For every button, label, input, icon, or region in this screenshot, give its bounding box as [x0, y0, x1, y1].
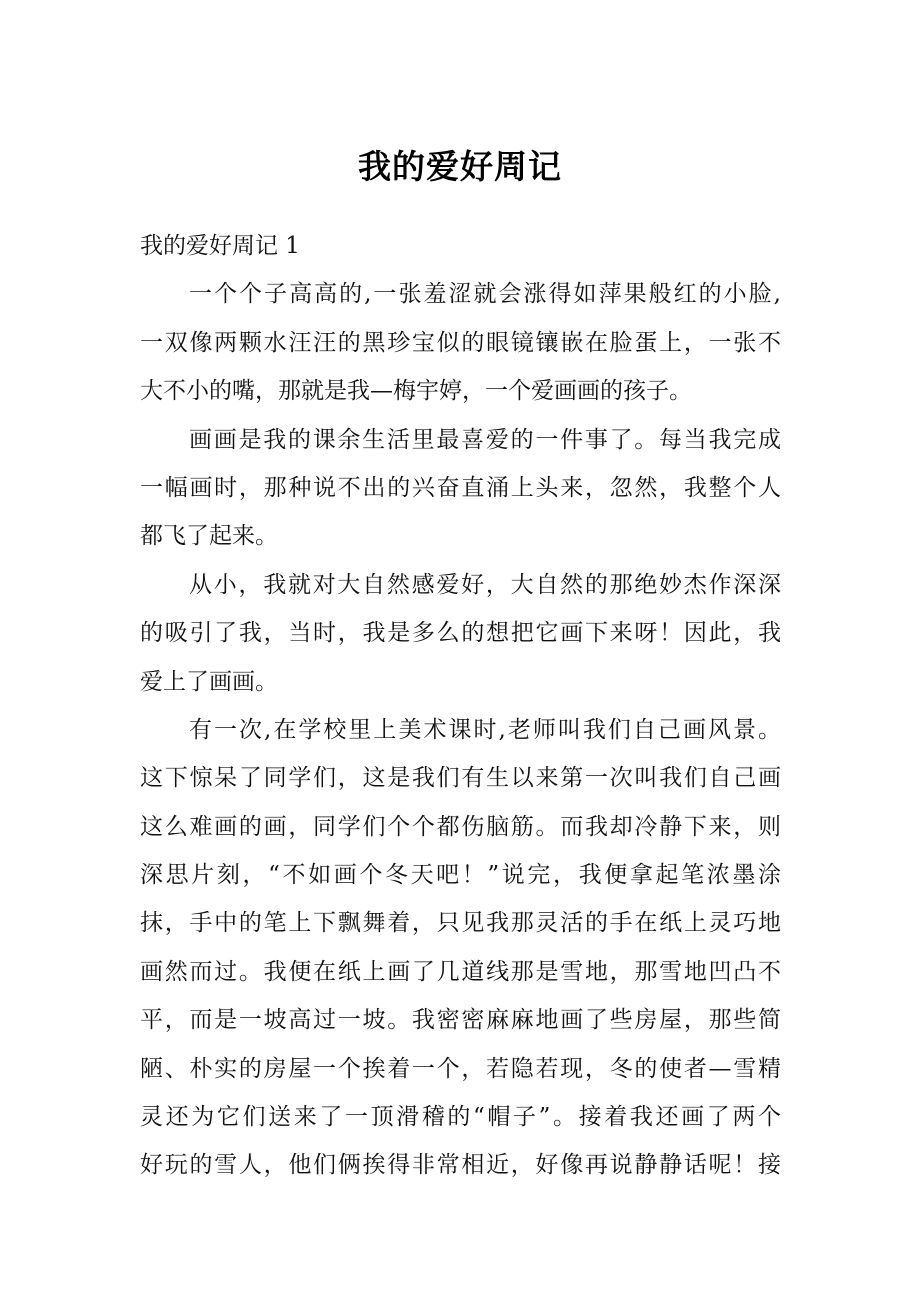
paragraph-line: 都飞了起来。 [140, 523, 278, 550]
paragraph-line: 画画是我的课余生活里最喜爱的一件事了。每当我完成 [189, 426, 781, 453]
paragraph-line: 灵还为它们送来了一顶滑稽的“帽子”。接着我还画了两个 [140, 1104, 781, 1131]
paragraph-line: 大不小的嘴，那就是我—梅宇婷，一个爱画画的孩子。 [140, 378, 692, 405]
paragraph-line: 陋、朴实的房屋一个挨着一个，若隐若现，冬的使者—雪精 [140, 1055, 781, 1082]
paragraph-line: 平，而是一坡高过一坡。我密密麻麻地画了些房屋，那些简 [140, 1007, 781, 1034]
paragraph-line: 好玩的雪人，他们俩挨得非常相近，好像再说静静话呢！接 [140, 1152, 781, 1179]
paragraph-line: 从小，我就对大自然感爱好，大自然的那绝妙杰作深深 [189, 571, 781, 598]
paragraph-line: 这么难画的画，同学们个个都伤脑筋。而我却冷静下来，则 [140, 813, 781, 840]
paragraph-line: 一个个子高高的,一张羞涩就会涨得如萍果般红的小脸, [189, 281, 781, 308]
paragraph-1 [140, 274, 781, 419]
paragraph-line: 一幅画时，那种说不出的兴奋直涌上头来，忽然，我整个人 [140, 474, 781, 501]
section-heading: 我的爱好周记 1 [140, 233, 300, 259]
paragraph-4 [140, 710, 781, 1194]
paragraph-2 [140, 420, 781, 565]
paragraph-line: 爱上了画画。 [140, 668, 278, 695]
document-title: 我的爱好周记 [358, 147, 562, 186]
paragraph-3 [140, 565, 781, 710]
paragraph-line: 抹，手中的笔上下飘舞着，只见我那灵活的手在纸上灵巧地 [140, 910, 781, 937]
paragraph-line: 的吸引了我，当时，我是多么的想把它画下来呀！因此，我 [140, 620, 781, 647]
document-body [140, 226, 781, 1194]
paragraph-line: 一双像两颗水汪汪的黑珍宝似的眼镜镶嵌在脸蛋上，一张不 [140, 329, 781, 356]
paragraph-line: 有一次,在学校里上美术课时,老师叫我们自己画风景。 [189, 716, 781, 743]
paragraph-line: 这下惊呆了同学们，这是我们有生以来第一次叫我们自己画 [140, 765, 781, 792]
paragraph-line: 深思片刻，“不如画个冬天吧！”说完，我便拿起笔浓墨涂 [140, 862, 781, 889]
paragraph-line: 画然而过。我便在纸上画了几道线那是雪地，那雪地凹凸不 [140, 958, 781, 985]
